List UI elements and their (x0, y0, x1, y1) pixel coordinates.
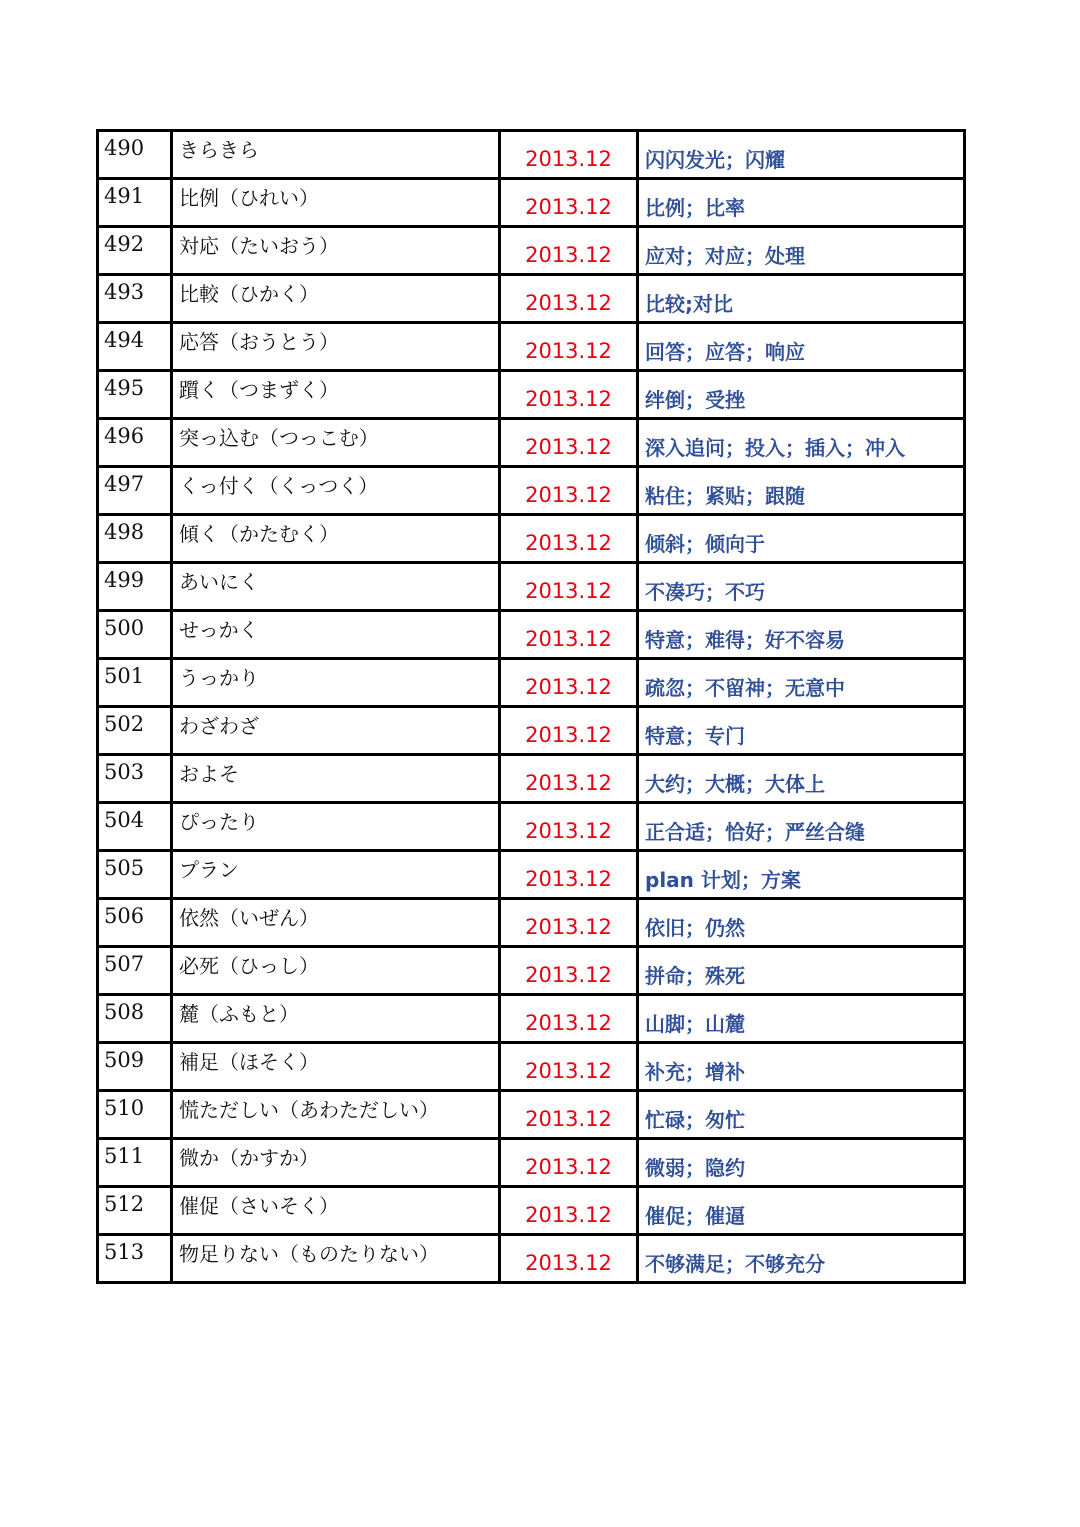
chinese-meaning-cell: 比例；比率 (638, 179, 965, 227)
date-cell: 2013.12 (500, 227, 638, 275)
chinese-meaning-cell: 催促；催逼 (638, 1187, 965, 1235)
chinese-meaning-cell: 不够满足；不够充分 (638, 1235, 965, 1283)
row-number-cell: 500 (98, 611, 172, 659)
japanese-word-cell: 躓く（つまずく） (172, 371, 500, 419)
date-cell: 2013.12 (500, 131, 638, 179)
chinese-meaning-cell: 微弱；隐约 (638, 1139, 965, 1187)
chinese-meaning-cell: 倾斜；倾向于 (638, 515, 965, 563)
table-row (98, 707, 965, 755)
row-number-cell: 509 (98, 1043, 172, 1091)
date-cell: 2013.12 (500, 1187, 638, 1235)
table-row (98, 371, 965, 419)
japanese-word-cell: せっかく (172, 611, 500, 659)
japanese-word-cell: 必死（ひっし） (172, 947, 500, 995)
row-number-cell: 494 (98, 323, 172, 371)
table-row (98, 851, 965, 899)
chinese-meaning-cell: 不凑巧；不巧 (638, 563, 965, 611)
chinese-meaning-cell: 粘住；紧贴；跟随 (638, 467, 965, 515)
chinese-meaning-cell: 绊倒；受挫 (638, 371, 965, 419)
row-number-cell: 496 (98, 419, 172, 467)
date-cell: 2013.12 (500, 179, 638, 227)
date-cell: 2013.12 (500, 371, 638, 419)
table-row (98, 515, 965, 563)
row-number-cell: 504 (98, 803, 172, 851)
row-number-cell: 508 (98, 995, 172, 1043)
date-cell: 2013.12 (500, 851, 638, 899)
row-number-cell: 503 (98, 755, 172, 803)
japanese-word-cell: ぴったり (172, 803, 500, 851)
japanese-word-cell: くっ付く（くっつく） (172, 467, 500, 515)
chinese-meaning-cell: 大约；大概；大体上 (638, 755, 965, 803)
date-cell: 2013.12 (500, 323, 638, 371)
japanese-word-cell: 傾く（かたむく） (172, 515, 500, 563)
japanese-word-cell: きらきら (172, 131, 500, 179)
date-cell: 2013.12 (500, 659, 638, 707)
chinese-meaning-cell: 补充；增补 (638, 1043, 965, 1091)
date-cell: 2013.12 (500, 707, 638, 755)
chinese-meaning-cell: 特意；专门 (638, 707, 965, 755)
table-row (98, 467, 965, 515)
row-number-cell: 510 (98, 1091, 172, 1139)
row-number-cell: 499 (98, 563, 172, 611)
row-number-cell: 507 (98, 947, 172, 995)
date-cell: 2013.12 (500, 467, 638, 515)
vocabulary-table (96, 129, 966, 1284)
table-row (98, 227, 965, 275)
japanese-word-cell: およそ (172, 755, 500, 803)
row-number-cell: 512 (98, 1187, 172, 1235)
japanese-word-cell: 比例（ひれい） (172, 179, 500, 227)
row-number-cell: 501 (98, 659, 172, 707)
row-number-cell: 492 (98, 227, 172, 275)
japanese-word-cell: 慌ただしい（あわただしい） (172, 1091, 500, 1139)
chinese-meaning-cell: 特意；难得；好不容易 (638, 611, 965, 659)
table-row (98, 995, 965, 1043)
row-number-cell: 497 (98, 467, 172, 515)
row-number-cell: 513 (98, 1235, 172, 1283)
table-row (98, 1091, 965, 1139)
table-row (98, 131, 965, 179)
table-row (98, 275, 965, 323)
japanese-word-cell: 微か（かすか） (172, 1139, 500, 1187)
chinese-meaning-cell: 应对；对应；处理 (638, 227, 965, 275)
japanese-word-cell: 応答（おうとう） (172, 323, 500, 371)
chinese-meaning-cell: 疏忽；不留神；无意中 (638, 659, 965, 707)
table-row (98, 179, 965, 227)
japanese-word-cell: 物足りない（ものたりない） (172, 1235, 500, 1283)
japanese-word-cell: わざわざ (172, 707, 500, 755)
table-row (98, 419, 965, 467)
row-number-cell: 490 (98, 131, 172, 179)
date-cell: 2013.12 (500, 275, 638, 323)
table-row (98, 1187, 965, 1235)
table-row (98, 323, 965, 371)
date-cell: 2013.12 (500, 1235, 638, 1283)
date-cell: 2013.12 (500, 419, 638, 467)
japanese-word-cell: 麓（ふもと） (172, 995, 500, 1043)
row-number-cell: 505 (98, 851, 172, 899)
japanese-word-cell: あいにく (172, 563, 500, 611)
date-cell: 2013.12 (500, 803, 638, 851)
row-number-cell: 498 (98, 515, 172, 563)
date-cell: 2013.12 (500, 1091, 638, 1139)
chinese-meaning-cell: 山脚；山麓 (638, 995, 965, 1043)
chinese-meaning-cell: 深入追问；投入；插入；冲入 (638, 419, 965, 467)
row-number-cell: 502 (98, 707, 172, 755)
chinese-meaning-cell: 正合适；恰好；严丝合缝 (638, 803, 965, 851)
row-number-cell: 511 (98, 1139, 172, 1187)
date-cell: 2013.12 (500, 611, 638, 659)
japanese-word-cell: 突っ込む（つっこむ） (172, 419, 500, 467)
japanese-word-cell: 依然（いぜん） (172, 899, 500, 947)
japanese-word-cell: 比較（ひかく） (172, 275, 500, 323)
table-row (98, 563, 965, 611)
table-row (98, 1235, 965, 1283)
table-row (98, 1139, 965, 1187)
japanese-word-cell: 対応（たいおう） (172, 227, 500, 275)
table-row (98, 611, 965, 659)
table-row (98, 659, 965, 707)
chinese-meaning-cell: 依旧；仍然 (638, 899, 965, 947)
chinese-meaning-cell: 回答；应答；响应 (638, 323, 965, 371)
date-cell: 2013.12 (500, 515, 638, 563)
date-cell: 2013.12 (500, 1139, 638, 1187)
chinese-meaning-cell: 忙碌；匆忙 (638, 1091, 965, 1139)
date-cell: 2013.12 (500, 755, 638, 803)
vocabulary-table-body (98, 131, 965, 1283)
chinese-meaning-cell: 拼命；殊死 (638, 947, 965, 995)
date-cell: 2013.12 (500, 1043, 638, 1091)
date-cell: 2013.12 (500, 947, 638, 995)
japanese-word-cell: プラン (172, 851, 500, 899)
chinese-meaning-cell: 闪闪发光；闪耀 (638, 131, 965, 179)
japanese-word-cell: うっかり (172, 659, 500, 707)
table-row (98, 755, 965, 803)
date-cell: 2013.12 (500, 995, 638, 1043)
row-number-cell: 506 (98, 899, 172, 947)
date-cell: 2013.12 (500, 563, 638, 611)
table-row (98, 947, 965, 995)
table-row (98, 899, 965, 947)
chinese-meaning-cell: plan 计划；方案 (638, 851, 965, 899)
row-number-cell: 493 (98, 275, 172, 323)
table-row (98, 1043, 965, 1091)
date-cell: 2013.12 (500, 899, 638, 947)
chinese-meaning-cell: 比较;对比 (638, 275, 965, 323)
row-number-cell: 491 (98, 179, 172, 227)
row-number-cell: 495 (98, 371, 172, 419)
japanese-word-cell: 催促（さいそく） (172, 1187, 500, 1235)
table-row (98, 803, 965, 851)
japanese-word-cell: 補足（ほそく） (172, 1043, 500, 1091)
